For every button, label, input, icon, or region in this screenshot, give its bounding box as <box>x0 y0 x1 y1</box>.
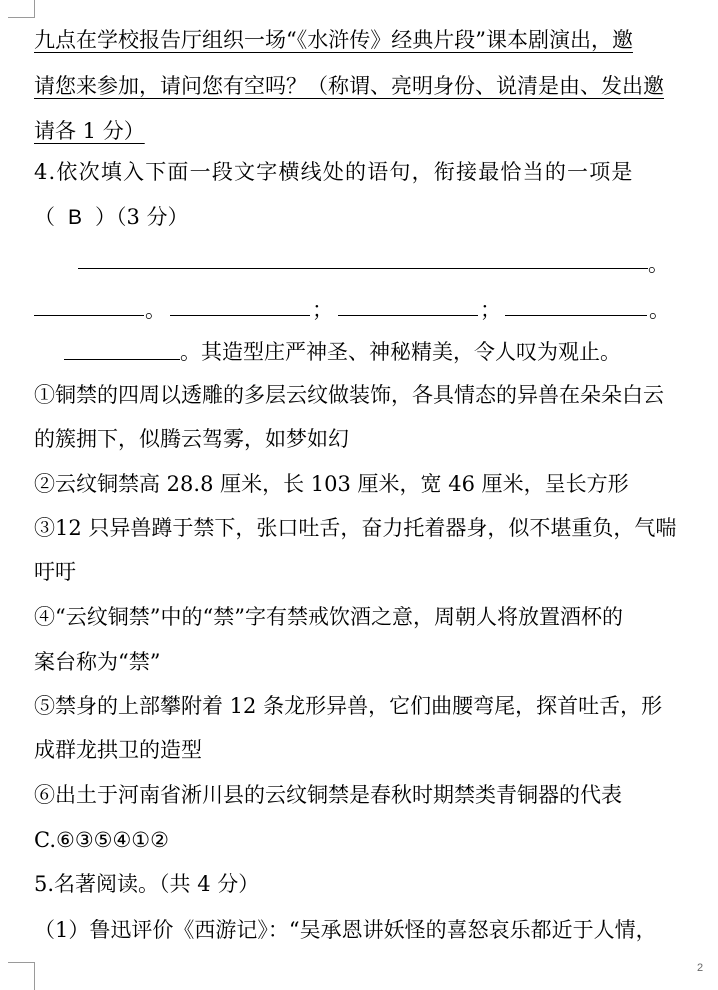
fill-blank <box>338 315 478 316</box>
page-corner-mark <box>8 0 35 18</box>
question-stem: 4.依次填入下面一段文字横线处的语句，衔接最恰当的一项是 <box>34 160 634 184</box>
option-line: ⑤禁身的上部攀附着 12 条龙形异兽，它们曲腰弯尾，探首吐舌，形 <box>34 694 663 718</box>
option-line: ①铜禁的四周以透雕的多层云纹做装饰，各具情态的异兽在朵朵白云 <box>34 383 664 407</box>
answer-line: 请您来参加，请问您有空吗？（称谓、亮明身份、说清是由、发出邀 <box>34 74 664 98</box>
selected-answer: B <box>67 206 82 229</box>
question-title: 5.名著阅读。（共 4 分） <box>34 872 260 896</box>
option-line: ④“云纹铜禁”中的“禁”字有禁戒饮酒之意，周朝人将放置酒杯的 <box>34 605 623 629</box>
page-number: 2 <box>697 962 704 974</box>
paren-open: （ <box>34 205 55 229</box>
score-note: ）（3 分） <box>95 205 189 229</box>
sub-question: （1）鲁迅评价《西游记》：“吴承恩讲妖怪的喜怒哀乐都近于人情， <box>34 918 657 942</box>
fill-blank <box>64 359 180 360</box>
option-line: ③12 只异兽蹲于禁下，张口吐舌，奋力托着器身，似不堪重负，气喘 <box>34 516 677 540</box>
fill-blank <box>170 315 310 316</box>
answer-paren <box>34 203 189 232</box>
answer-choice: C.⑥③⑤④①② <box>34 828 169 852</box>
option-line: ⑥出土于河南省淅川县的云纹铜禁是春秋时期禁类青铜器的代表 <box>34 783 622 807</box>
blank-punct: ； <box>312 298 333 322</box>
blank-punct: 。 <box>648 252 669 276</box>
fill-blank <box>78 268 648 269</box>
option-line: 成群龙拱卫的造型 <box>34 738 202 762</box>
blank-punct: ； <box>480 298 501 322</box>
passage-tail: 。其造型庄严神圣、神秘精美，令人叹为观止。 <box>180 340 621 364</box>
option-line: ②云纹铜禁高 28.8 厘米，长 103 厘米，宽 46 厘米，呈长方形 <box>34 472 629 496</box>
fill-blank <box>34 315 144 316</box>
option-line: 的簇拥下，似腾云驾雾，如梦如幻 <box>34 427 349 451</box>
answer-line: 九点在学校报告厅组织一场“《水浒传》经典片段”课本剧演出，邀 <box>34 28 633 52</box>
blank-punct: 。 <box>649 298 670 322</box>
option-line: 案台称为“禁” <box>34 650 161 674</box>
option-line: 吁吁 <box>34 560 76 584</box>
blank-punct: 。 <box>145 298 166 322</box>
answer-line: 请各 1 分） <box>34 119 145 143</box>
fill-blank <box>505 315 647 316</box>
page-corner-mark <box>8 962 35 990</box>
